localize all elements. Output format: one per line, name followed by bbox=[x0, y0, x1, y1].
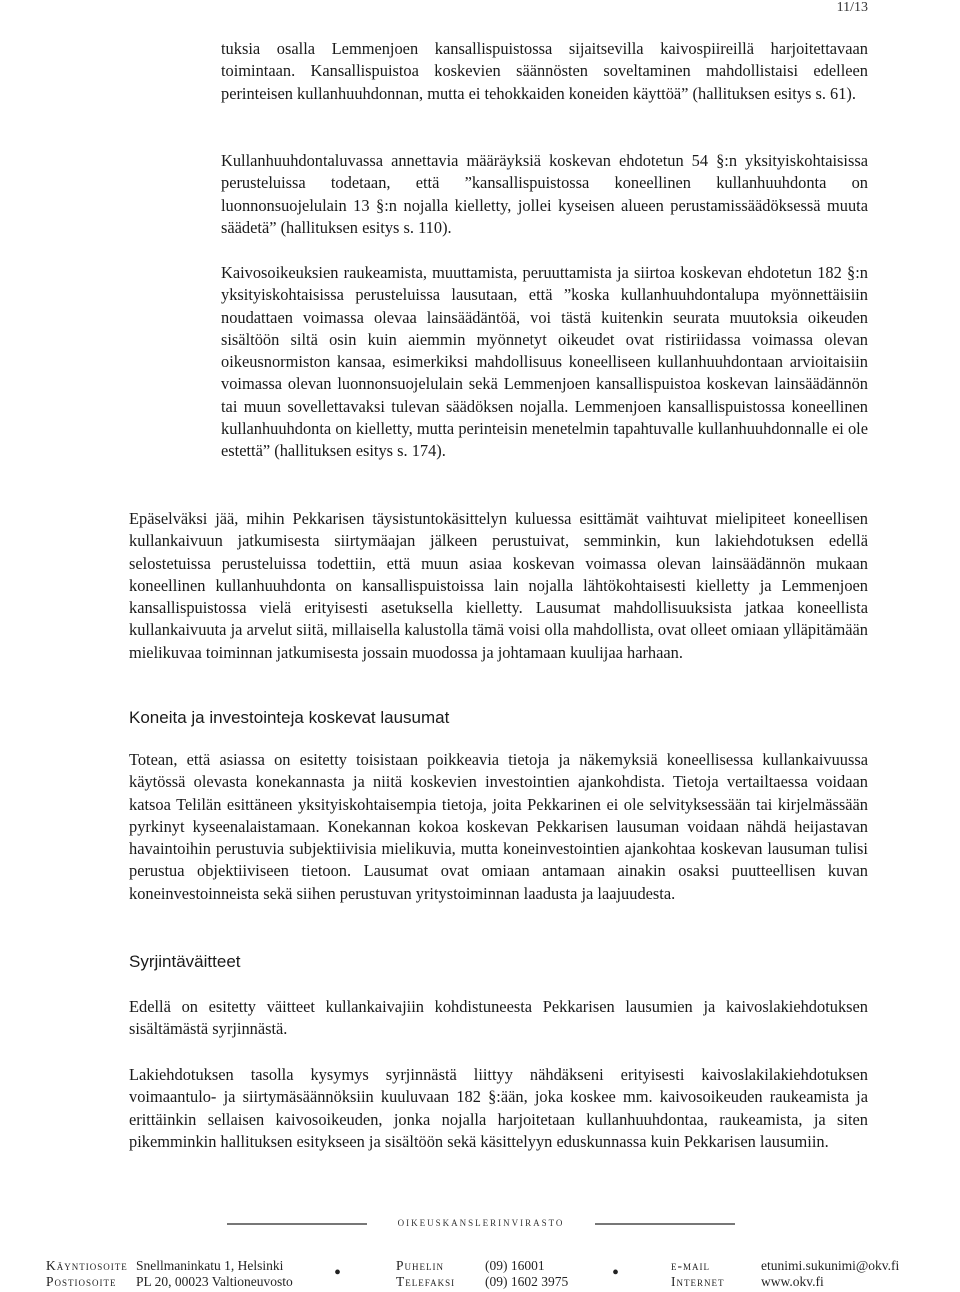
bullet-icon: • bbox=[612, 1262, 620, 1284]
section-heading: Syrjintäväitteet bbox=[129, 952, 241, 971]
footer-brand: oikeuskanslerinvirasto bbox=[397, 1214, 565, 1229]
page-number: 11/13 bbox=[836, 0, 868, 15]
internet-label: Internet bbox=[671, 1274, 725, 1289]
postal-address-value: PL 20, 00023 Valtioneuvosto bbox=[136, 1274, 293, 1289]
email-value: etunimi.sukunimi@okv.fi bbox=[761, 1258, 900, 1273]
body-paragraph: Lakiehdotuksen tasolla kysymys syrjinnästä liittyy nähdäkseni erityisesti kaivoslakilakiehdotuksen voimaantulo- ja siirtymäsäännöksiin kuuluvaan 182 §:ään, joka koskee mm. kaivosoikeuden raukeamista ja erittäinkin sellaisen kaivosoikeuden, jonka nojalla harjoitetaan kullanhuuhdontaa, raukeamista, ja siten pikemminkin hallituksen esitykseen ja sisältöön sekä käsittelyyn eduskunnassa kuin Pekkarisen lausumiin. bbox=[129, 1065, 868, 1151]
quote-paragraph: Kaivosoikeuksien raukeamista, muuttamista, peruuttamista ja siirtoa koskevan ehdotetun 182 §:n yksityiskohtaisissa perusteluissa lausutaan, että ”koska kullanhuuhdontalupa myönnettäisiin noudattaen voimassa olevaa lainsäädäntöä, voi tästä kuitenkin seurata muutoksia oikeuden sisältöön siltä osin kuin aiemmin myönnetyt oikeudet ovat ristiriidassa voimassa olevan oikeusnormiston kansaa, esimerkiksi mahdollisuus koneelliseen kullanhuuhdontaan arvioitaisiin voimassa olevan luonnonsuojelulain sekä Lemmenjoen kansallispuistoa koskevan lainsäädännön tai muun sovellettavaksi tulevan säädöksen nojalla. Lemmenjoen kansallispuistossa koneellinen kullanhuuhdonta on kielletty, mutta perinteisin menetelmin tapahtuvalle kullanhuuhdonnalle ei ole estettä” (hallituksen esitys s. 174). bbox=[221, 263, 868, 461]
body-paragraph: Edellä on esitetty väitteet kullankaivajiin kohdistuneesta Pekkarisen lausumien ja kaivoslakiehdotuksen sisältämästä syrjinnästä. bbox=[129, 997, 868, 1039]
body-paragraph: Totean, että asiassa on esitetty toisistaan poikkeavia tietoja ja näkemyksiä koneellisessa kullankaivuussa käytössä olevasta konekannasta ja niitä koskevien investointien ajankohdista. Tietoja vertailtaessa voidaan katsoa Telilän esittäneen yksityiskohtaisempia tietoja, joita Pekkarinen ei ole selvityksessään tai kirjelmässään pyrkinyt kyseenalaistamaan. Konekannan kokoa koskevan Pekkarisen lausuman voidaan nähdä heijastavan havaintoihin perustuvia subjektiivisia mielikuvia, mutta koneinvestointien ajankohtaa koskevan lausuman tulisi perustua objektiiviseen tietoon. Lausumat ovat omiaan antamaan ainakin osaksi puutteellisen kuvan koneinvestoinneista sekä siihen perustuvan yritystoiminnan laadusta ja laajuudesta. bbox=[129, 750, 868, 903]
section-heading: Koneita ja investointeja koskevat lausumat bbox=[129, 708, 450, 727]
quote-paragraph: tuksia osalla Lemmenjoen kansallispuistossa sijaitsevilla kaivospiireillä harjoitettavaan toimintaan. Kansallispuistoa koskevien säännösten soveltaminen mahdollistaisi edelleen perinteisen kullanhuuhdonnan, mutta ei tehokkaiden koneiden käyttöä” (hallituksen esitys s. 61). bbox=[221, 39, 868, 103]
internet-value: www.okv.fi bbox=[761, 1274, 824, 1289]
visiting-address-value: Snellmaninkatu 1, Helsinki bbox=[136, 1258, 284, 1273]
postal-address-label: Postiosoite bbox=[46, 1274, 117, 1289]
phone-value: (09) 16001 bbox=[485, 1258, 545, 1273]
email-label: e-mail bbox=[671, 1258, 710, 1273]
footer-contact-row bbox=[0, 1274, 960, 1292]
body-paragraph: Epäselväksi jää, mihin Pekkarisen täysistuntokäsittelyn kuluessa esittämät vaihtuvat mielipiteet koneellisen kullankaivuun jatkumisesta siirtymäajan jälkeen perustuivat, semminkin, kun lakiehdotuksen edellä selostetuissa perusteluissa todettiin, että muun asiaa koskevan voimassa olevan lainsäädännön mukaan koneellinen kullanhuuhdonta on kansallispuistoissa lain nojalla lähtökohtaisesti kielletty ja Lemmenjoen kansallispuistossa vielä erityisesti asetuksella kielletty. Lausumat mahdollisuuksista jatkaa koneellista kullankaivuuta ja arvelut siitä, millaisella kalustolla tämä voisi olla mahdollista, ovat olleet omiaan ylläpitämään mielikuvaa toiminnan jatkumisesta jossain muodossa ja johtamaan kuulijaa harhaan. bbox=[129, 509, 868, 662]
visiting-address-label: Käyntiosoite bbox=[46, 1258, 128, 1273]
bullet-icon: • bbox=[334, 1262, 342, 1284]
footer-rule bbox=[595, 1223, 735, 1225]
fax-value: (09) 1602 3975 bbox=[485, 1274, 569, 1289]
quote-paragraph: Kullanhuuhdontaluvassa annettavia määräyksiä koskevan ehdotetun 54 §:n yksityiskohtaisissa perusteluissa todetaan, että ”kansallispuistossa koneellinen kullanhuuhdonta on luonnonsuojelulain 13 §:n nojalla kielletty, jollei kyseisen alueen perustamissäädöksessä muuta säädetä” (hallituksen esitys s. 110). bbox=[221, 151, 868, 237]
fax-label: Telefaksi bbox=[396, 1274, 456, 1289]
footer-rule bbox=[227, 1223, 367, 1225]
phone-label: Puhelin bbox=[396, 1258, 444, 1273]
